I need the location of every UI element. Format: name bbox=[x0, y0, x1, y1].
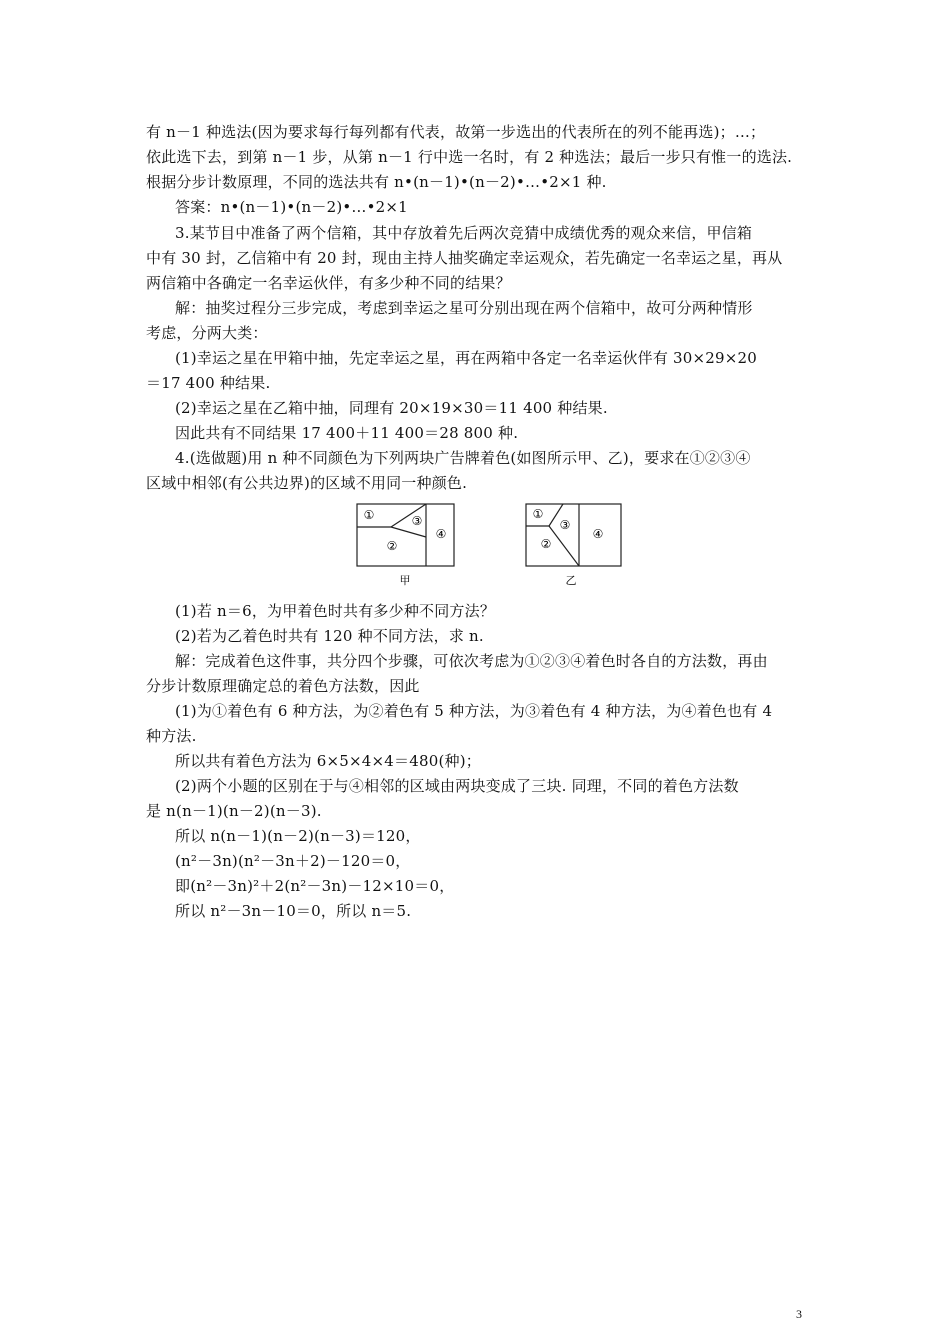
text-line: 有 n－1 种选法(因为要求每行每列都有代表，故第一步选出的代表所在的列不能再选)；…； bbox=[146, 123, 766, 141]
text-line: (2)幸运之星在乙箱中抽，同理有 20×19×30＝11 400 种结果. bbox=[175, 399, 608, 417]
text-line: 两信箱中各确定一名幸运伙伴，有多少种不同的结果？ bbox=[146, 274, 511, 292]
text-line: 考虑，分两大类： bbox=[146, 324, 268, 342]
solution-line: 解：完成着色这件事，共分四个步骤，可依次考虑为①②③④着色时各自的方法数，再由 bbox=[175, 652, 768, 670]
text-line: 种方法. bbox=[146, 727, 197, 745]
text-line: (1)幸运之星在甲箱中抽，先定幸运之星，再在两箱中各定一名幸运伙伴有 30×29×20 bbox=[175, 349, 758, 367]
text-line: 分步计数原理确定总的着色方法数，因此 bbox=[146, 677, 420, 695]
equation-line: (n²－3n)(n²－3n＋2)－120＝0， bbox=[175, 852, 411, 870]
equation-line: 所以 n²－3n－10＝0，所以 n＝5. bbox=[175, 902, 412, 920]
text-line: 区域中相邻(有公共边界)的区域不用同一种颜色. bbox=[146, 474, 468, 492]
text-line: (1)为①着色有 6 种方法，为②着色有 5 种方法，为③着色有 4 种方法，为④着色也有 4 bbox=[175, 702, 773, 720]
equation-line: 所以 n(n－1)(n－2)(n－3)＝120， bbox=[175, 827, 421, 845]
text-line: (2)两个小题的区别在于与④相邻的区域由两块变成了三块. 同理，不同的着色方法数 bbox=[175, 777, 739, 795]
question-3-line: 3.某节目中准备了两个信箱，其中存放着先后两次竞猜中成绩优秀的观众来信，甲信箱 bbox=[175, 224, 753, 242]
text-line: 是 n(n－1)(n－2)(n－3). bbox=[146, 802, 322, 820]
page-number: 3 bbox=[796, 1307, 802, 1321]
text-line: 因此共有不同结果 17 400＋11 400＝28 800 种. bbox=[175, 424, 519, 442]
text-line: 依此选下去，到第 n－1 步，从第 n－1 行中选一名时，有 2 种选法；最后一步只有惟一的选法. bbox=[146, 148, 793, 166]
sub-question-line: (2)若为乙着色时共有 120 种不同方法，求 n. bbox=[175, 627, 484, 645]
region-3-label: ③ bbox=[411, 514, 423, 528]
question-4-line: 4.(选做题)用 n 种不同颜色为下列两块广告牌着色(如图所示甲、乙)，要求在①②③④ bbox=[175, 449, 751, 467]
billboard-figure bbox=[355, 498, 625, 590]
equation-line: 即(n²－3n)²＋2(n²－3n)－12×10＝0， bbox=[175, 877, 455, 895]
text-line: 中有 30 封，乙信箱中有 20 封，现由主持人抽奖确定幸运观众，若先确定一名幸运之星，再从 bbox=[146, 249, 783, 267]
text-line: 根据分步计数原理，不同的选法共有 n•(n－1)•(n－2)•…•2×1 种. bbox=[146, 173, 607, 191]
solution-line: 解：抽奖过程分三步完成，考虑到幸运之星可分别出现在两个信箱中，故可分两种情形 bbox=[175, 299, 753, 317]
text-line: 所以共有着色方法为 6×5×4×4＝480(种)； bbox=[175, 752, 481, 770]
text-line: ＝17 400 种结果. bbox=[146, 374, 271, 392]
region-4-label: ④ bbox=[435, 527, 447, 541]
region-4-label: ④ bbox=[592, 527, 604, 541]
region-1-label: ① bbox=[532, 507, 544, 521]
answer-line: 答案：n•(n－1)•(n－2)•…•2×1 bbox=[175, 198, 408, 216]
region-3-label: ③ bbox=[559, 518, 571, 532]
region-2-label: ② bbox=[386, 539, 398, 553]
region-1-label: ① bbox=[363, 508, 375, 522]
figure-caption-jia: 甲 bbox=[399, 574, 411, 587]
sub-question-line: (1)若 n＝6，为甲着色时共有多少种不同方法？ bbox=[175, 602, 496, 620]
figure-caption-yi: 乙 bbox=[565, 574, 577, 587]
region-2-label: ② bbox=[540, 537, 552, 551]
